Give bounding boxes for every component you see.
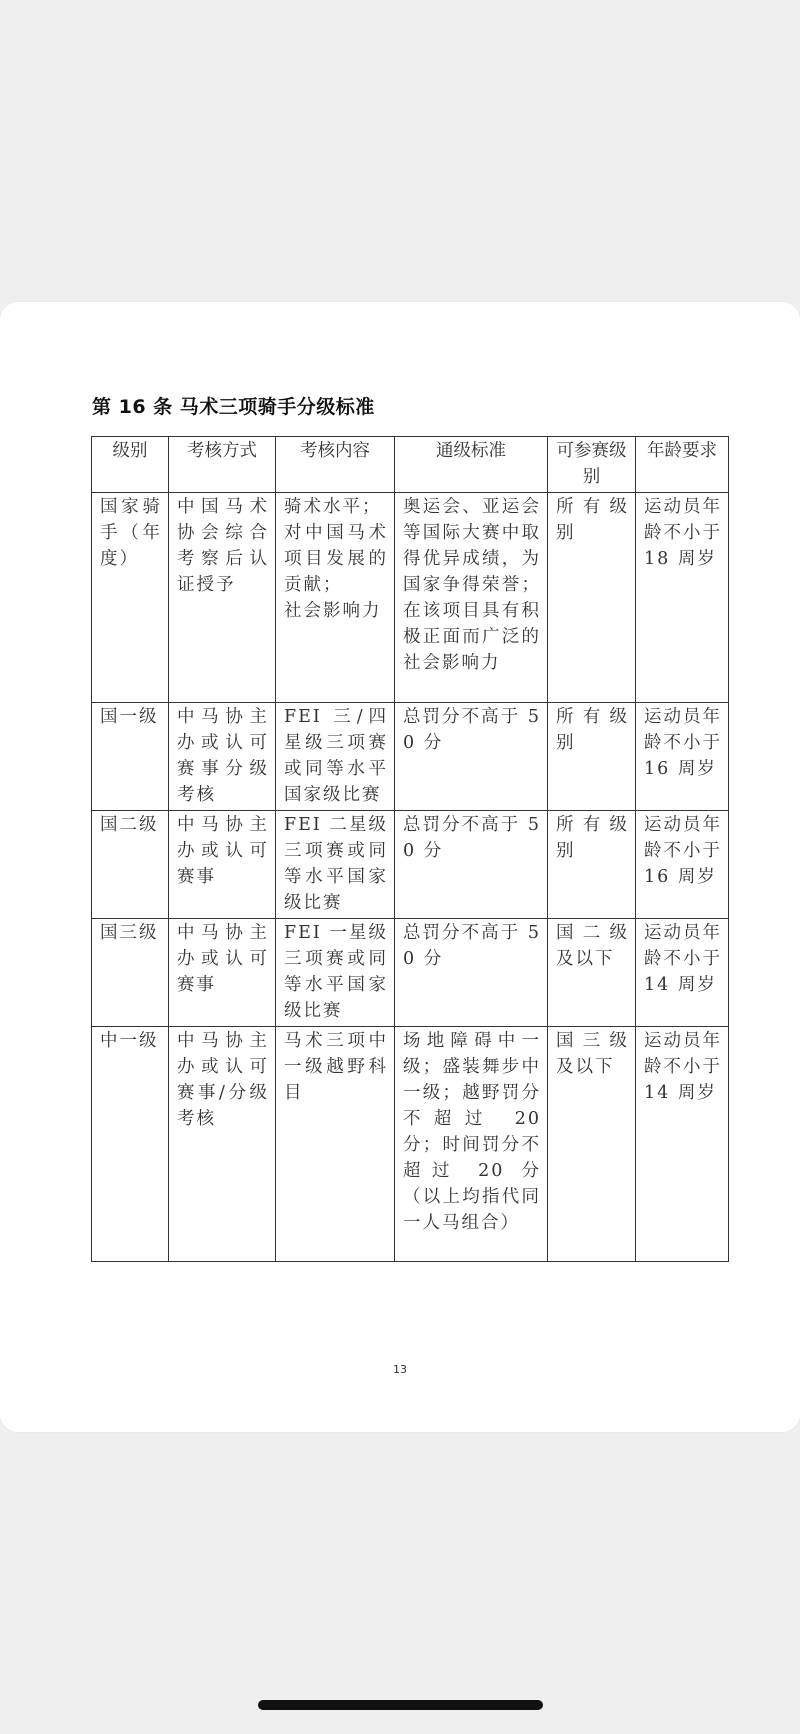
cell-qualification-standard: 场地障碍中一级；盛装舞步中一级；越野罚分不超过 20 分；时间罚分不超过 20 分（以上均指代同一人马组合） [395,1027,548,1262]
cell-eligible-levels: 国二级及以下 [548,919,636,1027]
cell-age-requirement: 运动员年龄不小于 16 周岁 [636,811,729,919]
cell-assessment-method: 中马协主办或认可赛事/分级考核 [169,1027,276,1262]
header-assessment-content: 考核内容 [276,437,395,493]
cell-assessment-content: 骑术水平； 对中国马术项目发展的贡献； 社会影响力 [276,493,395,703]
cell-level: 中一级 [92,1027,169,1262]
cell-assessment-method: 中国马术协会综合考察后认证授予 [169,493,276,703]
section-heading: 第 16 条 马术三项骑手分级标准 [92,396,375,418]
cell-assessment-content: FEI 三/四星级三项赛或同等水平国家级比赛 [276,703,395,811]
header-age-requirement: 年龄要求 [636,437,729,493]
cell-assessment-method: 中马协主办或认可赛事 [169,919,276,1027]
cell-assessment-content: FEI 一星级三项赛或同等水平国家级比赛 [276,919,395,1027]
cell-age-requirement: 运动员年龄不小于 14 周岁 [636,919,729,1027]
table-row [92,703,729,811]
page-number: 13 [393,1363,407,1376]
table-row [92,811,729,919]
header-qualification-standard: 通级标准 [395,437,548,493]
table-row [92,919,729,1027]
home-indicator[interactable] [258,1700,543,1710]
cell-eligible-levels: 所有级别 [548,493,636,703]
header-assessment-method: 考核方式 [169,437,276,493]
cell-age-requirement: 运动员年龄不小于 18 周岁 [636,493,729,703]
cell-qualification-standard: 总罚分不高于 50 分 [395,919,548,1027]
cell-level: 国家骑手（年度） [92,493,169,703]
header-level: 级别 [92,437,169,493]
cell-assessment-method: 中马协主办或认可赛事 [169,811,276,919]
header-eligible-levels: 可参赛级别 [548,437,636,493]
cell-level: 国一级 [92,703,169,811]
document-page [0,302,800,1432]
cell-level: 国二级 [92,811,169,919]
cell-qualification-standard: 奥运会、亚运会等国际大赛中取得优异成绩，为国家争得荣誉；在该项目具有积极正面而广泛的社会影响力 [395,493,548,703]
rider-grading-table [91,436,729,1262]
cell-assessment-content: FEI 二星级三项赛或同等水平国家级比赛 [276,811,395,919]
cell-level: 国三级 [92,919,169,1027]
table-row [92,1027,729,1262]
cell-eligible-levels: 国三级及以下 [548,1027,636,1262]
cell-eligible-levels: 所有级别 [548,811,636,919]
cell-eligible-levels: 所有级别 [548,703,636,811]
cell-qualification-standard: 总罚分不高于 50 分 [395,703,548,811]
cell-age-requirement: 运动员年龄不小于 14 周岁 [636,1027,729,1262]
cell-assessment-content: 马术三项中一级越野科目 [276,1027,395,1262]
table-row [92,493,729,703]
cell-assessment-method: 中马协主办或认可赛事分级考核 [169,703,276,811]
cell-age-requirement: 运动员年龄不小于 16 周岁 [636,703,729,811]
table-header-row [92,437,729,493]
cell-qualification-standard: 总罚分不高于 50 分 [395,811,548,919]
